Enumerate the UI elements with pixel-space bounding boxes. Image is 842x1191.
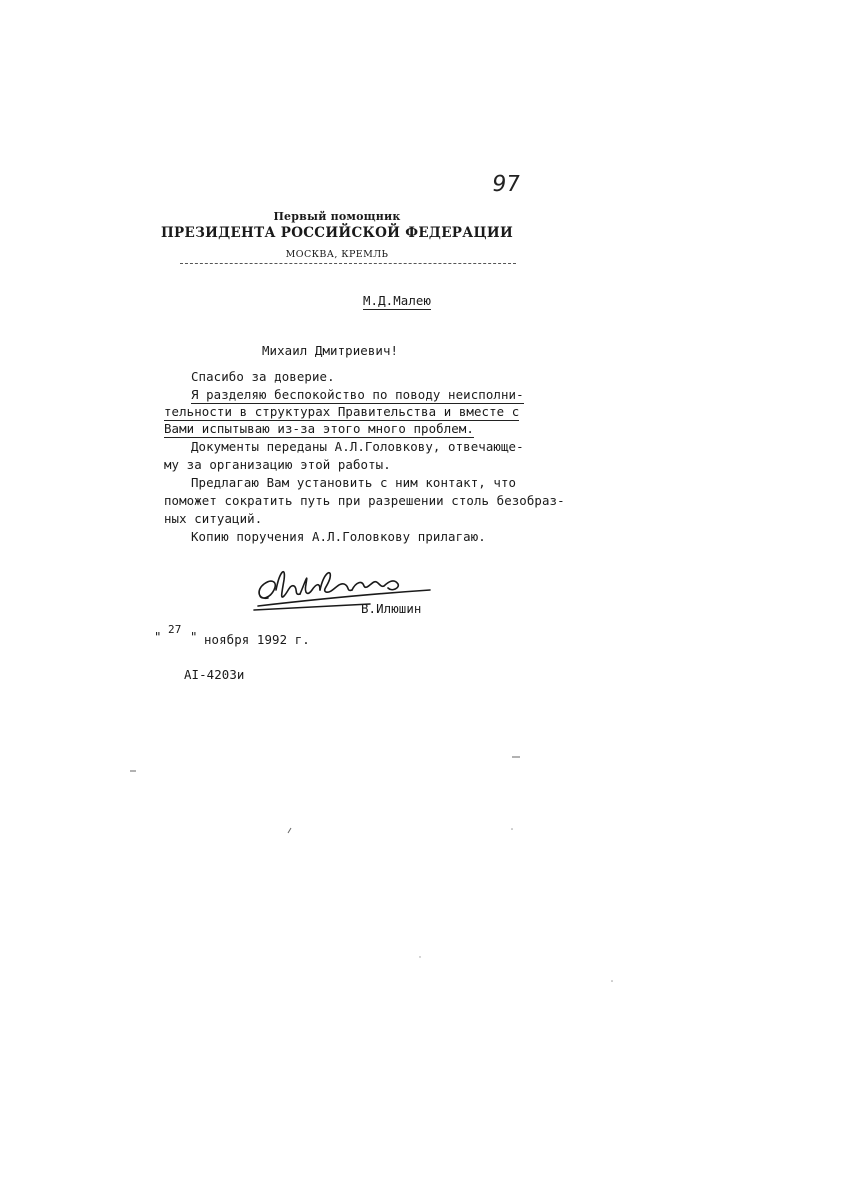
letterhead-location: МОСКВА, КРЕМЛЬ [285, 249, 389, 260]
body-line-3: тельности в структурах Правительства и вместе с [164, 404, 520, 419]
body-line-1: Спасибо за доверие. [191, 369, 335, 384]
date-month-year: ноября 1992 г. [204, 632, 310, 647]
body-line-5: Документы переданы А.Л.Головкову, отвечающе- [191, 439, 524, 454]
body-line-6: му за организацию этой работы. [164, 457, 391, 472]
letterhead-organization: ПРЕЗИДЕНТА РОССИЙСКОЙ ФЕДЕРАЦИИ [160, 225, 513, 241]
body-line-9: ных ситуаций. [164, 511, 263, 526]
body-line-7: Предлагаю Вам установить с ним контакт, что [191, 475, 517, 490]
letterhead-title: Первый помощник [273, 210, 401, 223]
date-close-quote: " [190, 629, 198, 644]
body-line-8: поможет сократить путь при разрешении столь безобраз- [164, 493, 565, 508]
folio-number: 97 [490, 172, 522, 197]
date-open-quote: " [154, 629, 162, 644]
date-day: 27 [168, 623, 182, 636]
signatory-name: В.Илюшин [361, 601, 422, 616]
salutation: Михаил Дмитриевич! [262, 343, 399, 358]
reference-number: АI-4203и [184, 667, 245, 682]
body-line-4: Вами испытываю из-за этого много проблем. [164, 421, 474, 436]
addressee: М.Д.Малею [363, 293, 432, 308]
body-line-2: Я разделяю беспокойство по поводу неисполни- [191, 387, 524, 402]
body-line-10: Копию поручения А.Л.Головкову прилагаю. [191, 529, 486, 544]
